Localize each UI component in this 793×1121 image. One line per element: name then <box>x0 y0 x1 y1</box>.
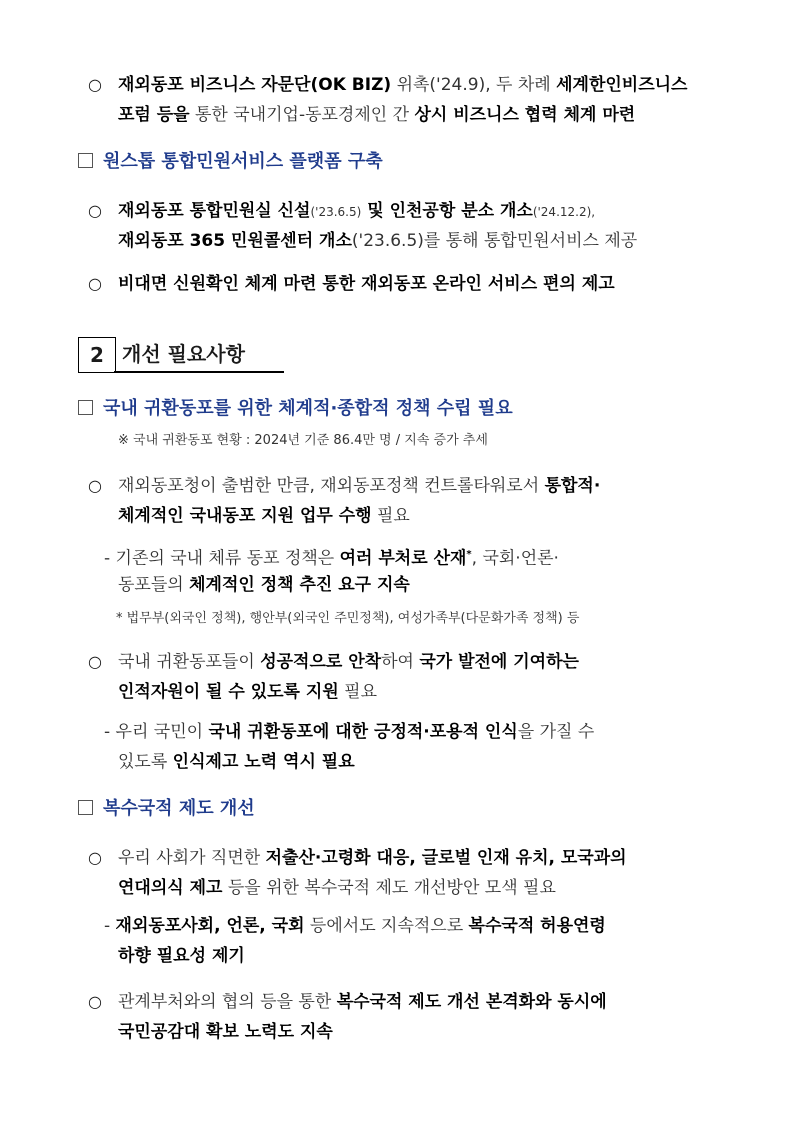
paragraph-society-line2: 연대의식 제고 등을 위한 복수국적 제도 개선방안 모색 필요 <box>118 878 556 898</box>
paragraph-control-line2: 체계적인 국내동포 지원 업무 수행 필요 <box>118 506 410 526</box>
paragraph-consensus-line2: 국민공감대 확보 노력도 지속 <box>118 1022 333 1042</box>
footnote-ministries: * 법무부(외국인 정책), 행안부(외국인 주민정책), 여성가족부(다문화가족 정책) 등 <box>116 611 580 626</box>
dash-age-line1: - 재외동포사회, 언론, 국회 등에서도 지속적으로 복수국적 허용연령 <box>104 916 606 936</box>
dash-scattered-line1: - 기존의 국내 체류 동포 정책은 여러 부처로 산재*, 국회·언론· <box>104 548 559 569</box>
paragraph-control-line1: 재외동포청이 출범한 만큼, 재외동포정책 컨트롤타워로서 통합적· <box>118 476 601 496</box>
note-returnees: ※ 국내 귀환동포 현황 : 2024년 기준 86.4만 명 / 지속 증가 추세 <box>118 433 488 448</box>
circle-bullet-icon: ○ <box>88 201 102 220</box>
circle-bullet-icon: ○ <box>88 992 102 1011</box>
square-bullet-icon <box>78 800 93 815</box>
circle-bullet-icon: ○ <box>88 274 102 293</box>
paragraph-consensus-line1: 관계부처와의 협의 등을 통한 복수국적 제도 개선 본격화와 동시에 <box>118 992 607 1012</box>
circle-bullet-icon: ○ <box>88 75 102 94</box>
circle-bullet-icon: ○ <box>88 652 102 671</box>
paragraph-okbiz-line2: 포럼 등을 통한 국내기업-동포경제인 간 상시 비즈니스 협력 체계 마련 <box>118 105 636 125</box>
section-title: 개선 필요사항 <box>122 342 245 366</box>
dash-awareness-line1: - 우리 국민이 국내 귀환동포에 대한 긍정적·포용적 인식을 가질 수 <box>104 722 595 742</box>
section-underline <box>114 371 284 373</box>
circle-bullet-icon: ○ <box>88 848 102 867</box>
square-bullet-icon <box>78 400 93 415</box>
square-bullet-icon <box>78 153 93 168</box>
paragraph-settle-line1: 국내 귀환동포들이 성공적으로 안착하여 국가 발전에 기여하는 <box>118 652 579 672</box>
paragraph-civil-line2: 재외동포 365 민원콜센터 개소('23.6.5)를 통해 통합민원서비스 제공 <box>118 231 638 251</box>
section-number: 2 <box>78 337 116 373</box>
paragraph-settle-line2: 인적자원이 될 수 있도록 지원 필요 <box>118 682 377 702</box>
circle-bullet-icon: ○ <box>88 476 102 495</box>
heading-returnees: 국내 귀환동포를 위한 체계적·종합적 정책 수립 필요 <box>78 397 513 421</box>
heading-onestop: 원스톱 통합민원서비스 플랫폼 구축 <box>78 150 383 174</box>
dash-scattered-line2: 동포들의 체계적인 정책 추진 요구 지속 <box>118 575 410 595</box>
dash-age-line2: 하향 필요성 제기 <box>118 946 245 966</box>
heading-dual-citizenship: 복수국적 제도 개선 <box>78 797 255 821</box>
section-header <box>78 337 284 373</box>
dash-awareness-line2: 있도록 인식제고 노력 역시 필요 <box>118 752 355 772</box>
paragraph-society-line1: 우리 사회가 직면한 저출산·고령화 대응, 글로벌 인재 유치, 모국과의 <box>118 848 627 868</box>
paragraph-online: 비대면 신원확인 체계 마련 통한 재외동포 온라인 서비스 편의 제고 <box>118 274 615 294</box>
paragraph-civil-line1: 재외동포 통합민원실 신설('23.6.5) 및 인천공항 분소 개소('24.12.2), <box>118 201 596 221</box>
paragraph-okbiz-line1: 재외동포 비즈니스 자문단(OK BIZ) 위촉('24.9), 두 차례 세계한인비즈니스 <box>118 75 688 95</box>
